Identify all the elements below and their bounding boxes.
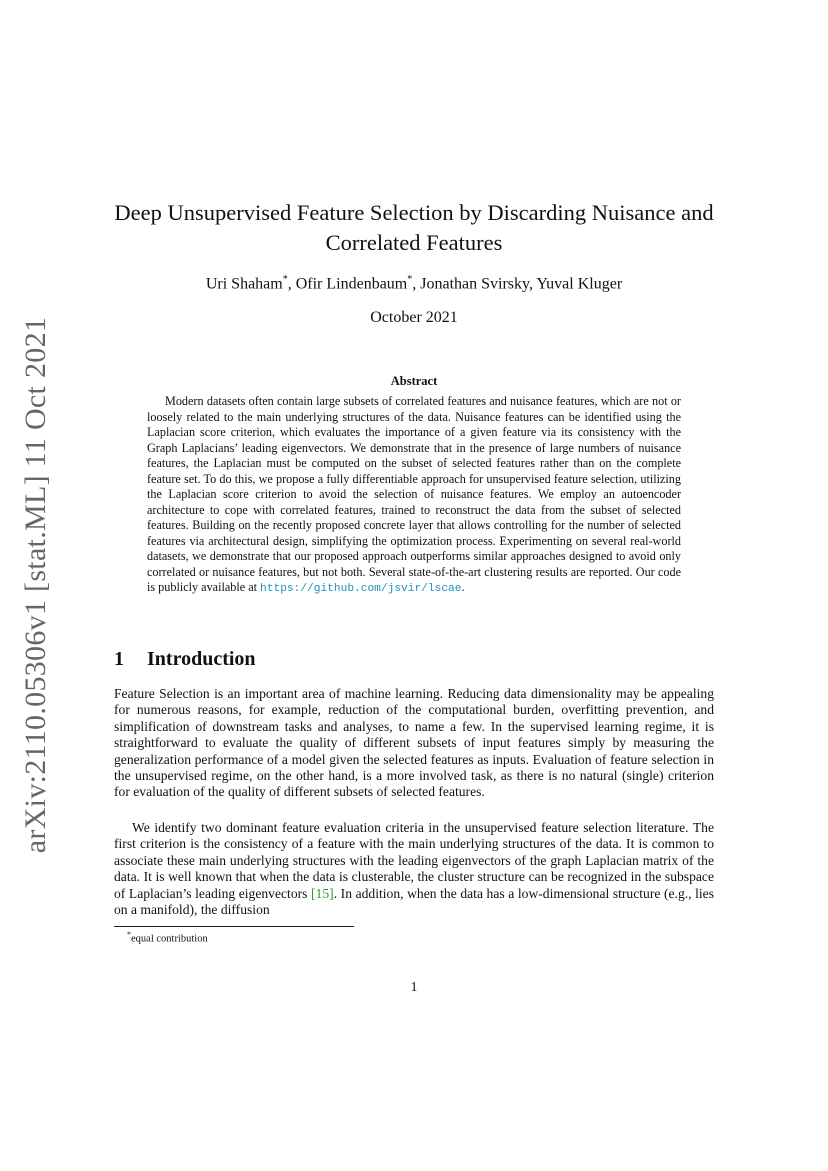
paragraph-text: . In addition, when the data has a low-dimensional structure (e.g., lies on a manifold), the diffusion [114, 885, 714, 918]
abstract-heading: Abstract [390, 374, 438, 388]
author-list: Uri Shaham*, Ofir Lindenbaum*, Jonathan Svirsky, Yuval Kluger [205, 274, 623, 293]
footnote-divider [114, 926, 354, 927]
abstract-end: . [461, 580, 465, 594]
author-footnote-mark: * [282, 274, 288, 285]
abstract-text [147, 394, 681, 598]
publication-date: October 2021 [370, 309, 458, 326]
section-number: 1 [114, 648, 124, 670]
footnote-text: equal contribution [131, 933, 208, 945]
footnote [127, 930, 208, 945]
citation-link[interactable]: [15] [311, 885, 334, 901]
author-name: Uri Shaham [205, 275, 283, 293]
author-name: Ofir Lindenbaum [295, 275, 408, 293]
intro-paragraph-1: Feature Selection is an important area of machine learning. Reducing data dimensionality may be appealing for numerous reasons, for example, reduction of the computational burden, overfitting prevention, and simplification of downstream tasks and analyses, to name a few. In the supervised learning regime, it is straightforward to evaluate the quality of different subsets of input features simply by measuring the generalization performance of a model given the selected features as inputs. Evaluation of feature selection in the unsupervised regime, on the other hand, is a more involved task, as there is no natural (single) criterion for evaluation of the quality of different subsets of selected features. [114, 686, 714, 800]
page-number: 1 [410, 979, 418, 994]
author-name: Jonathan Svirsky [420, 275, 529, 293]
abstract-body-text: Modern datasets often contain large subsets of correlated features and nuisance features, which are not or loosely related to the main underlying structures of the data. Nuisance features can be identified using the Laplacian score criterion, which evaluates the importance of a given feature via its consistency with the Graph Laplacians’ leading eigenvectors. We demonstrate that in the presence of large numbers of nuisance features, the Laplacian must be computed on the subset of selected features rather than on the complete feature set. To do this, we propose a fully differentiable approach for unsupervised feature selection, utilizing the Laplacian score criterion to avoid the selection of nuisance features. We employ an autoencoder architecture to cope with correlated features, trained to reconstruct the data from the subset of selected features. Building on the recently proposed concrete layer that allows controlling for the number of selected features via architectural design, simplifying the optimization process. Experimenting on several real-world datasets, we demonstrate that our proposed approach outperforms similar approaches designed to avoid only correlated or nuisance features, but not both. Several state-of-the-art clustering results are reported. Our code is publicly available at [147, 394, 681, 594]
section-heading [114, 648, 256, 671]
author-name: Yuval Kluger [536, 275, 623, 293]
arxiv-identifier-stamp: arXiv:2110.05306v1 [stat.ML] 11 Oct 2021 [19, 316, 52, 854]
code-link[interactable]: https://github.com/jsvir/lscae [260, 583, 462, 595]
author-footnote-mark: * [407, 274, 413, 285]
paragraph-text: We identify two dominant feature evaluation criteria in the unsupervised feature selection literature. The first criterion is the consistency of a feature with the main underlying structures of the data. It is common to associate these main underlying structures with the leading eigenvectors of the graph Laplacian matrix of the data. It is well known that when the data is clusterable, the cluster structure can be recognized in the subspace of Laplacian’s leading eigenvectors [114, 820, 714, 901]
intro-paragraph-2 [114, 820, 714, 918]
paper-title: Deep Unsupervised Feature Selection by Discarding Nuisance and Correlated Features [114, 200, 714, 255]
section-title: Introduction [147, 648, 256, 670]
footnote-mark: * [127, 930, 131, 939]
